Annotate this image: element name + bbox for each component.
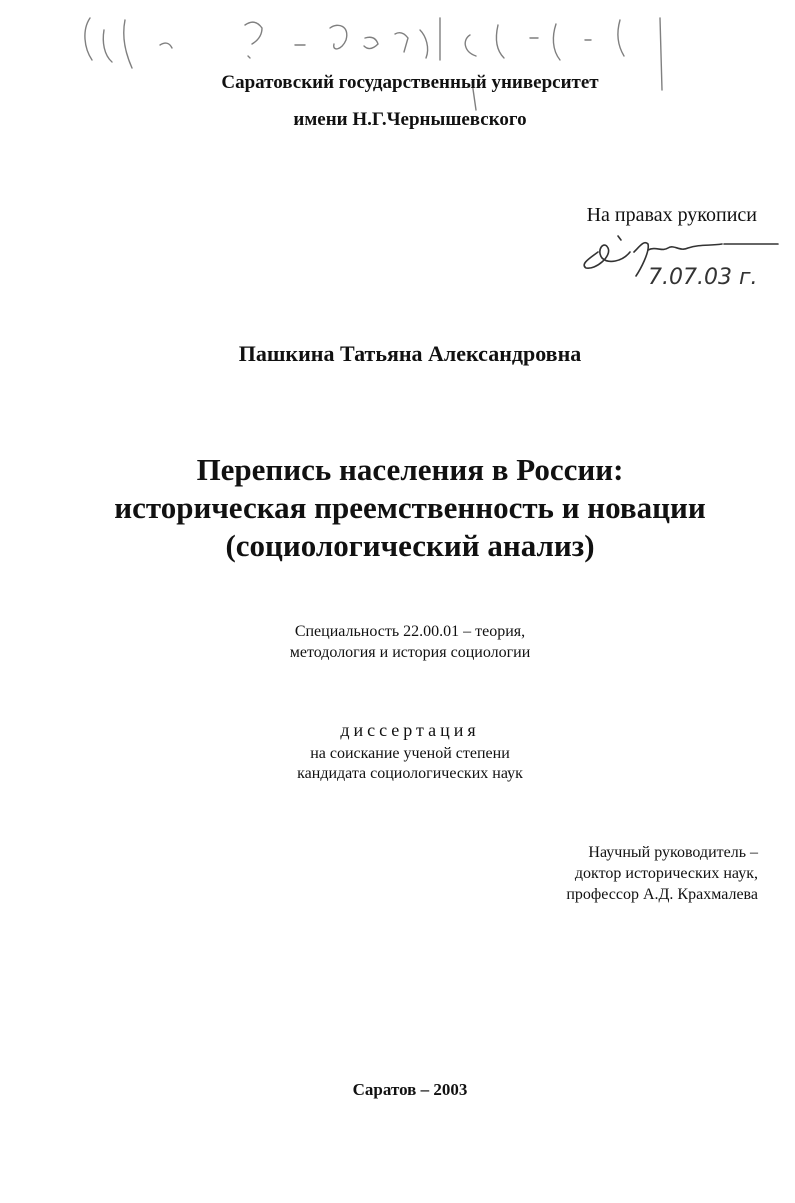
degree-line-1: на соискание ученой степени — [310, 745, 510, 762]
advisor-line-1: Научный руководитель – — [588, 844, 758, 861]
scientific-advisor — [566, 842, 758, 905]
university-named-after: имени Н.Г.Чернышевского — [293, 109, 527, 130]
manuscript-rights-label: На правах рукописи — [586, 204, 757, 226]
advisor-line-2: доктор исторических наук, — [574, 865, 758, 882]
degree-line-2: кандидата социологических наук — [297, 765, 523, 782]
author-name: Пашкина Татьяна Александровна — [238, 341, 582, 366]
title-line-1: Перепись населения в России: — [196, 452, 624, 487]
advisor-line-3: профессор А.Д. Крахмалева — [566, 886, 758, 903]
university-name: Саратовский государственный университет — [221, 72, 599, 93]
svg-text:7.07.03 г.: 7.07.03 г. — [648, 265, 758, 290]
dissertation-word: диссертация — [340, 720, 480, 740]
title-line-2: историческая преемственность и новации — [114, 490, 706, 525]
city-year: Саратов – 2003 — [352, 1080, 468, 1099]
title-line-3: (социологический анализ) — [225, 528, 595, 563]
degree-info — [0, 744, 795, 784]
dissertation-title — [0, 451, 795, 565]
specialty-line-2: методология и история социологии — [289, 644, 531, 661]
specialty — [0, 621, 795, 663]
specialty-line-1: Специальность 22.00.01 – теория, — [294, 623, 526, 640]
